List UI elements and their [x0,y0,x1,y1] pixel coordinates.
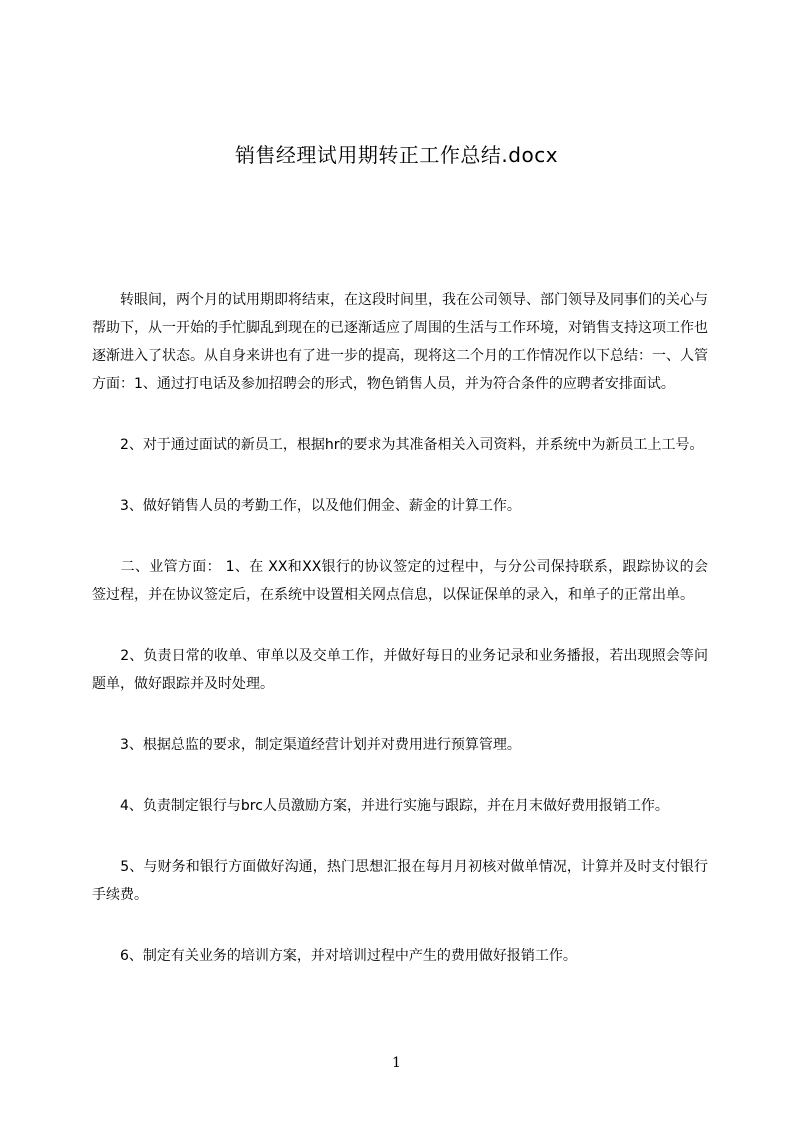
paragraph-item: 2、对于通过面试的新员工，根据hr的要求为其准备相关入司资料，并系统中为新员工上工号。 [92,437,704,453]
paragraph-intro: 转眼间，两个月的试用期即将结束，在这段时间里，我在公司领导、部门领导及同事们的关心与帮助下，从一开始的手忙脚乱到现在的已逐渐适应了周围的生活与工作环境，对销售支持这项工作也逐渐进入了状态。从自身来讲也有了进一步的提高，现将这二个月的工作情况作以下总结：一、人管方面：1、通过打电话及参加招聘会的形式，物色销售人员，并为符合条件的应聘者安排面试。 [92,292,708,392]
paragraph-item: 2、负责日常的收单、审单以及交单工作，并做好每日的业务记录和业务播报，若出现照会等问题单，做好跟踪并及时处理。 [92,648,708,692]
paragraph-item: 4、负责制定银行与brc人员激励方案，并进行实施与跟踪，并在月末做好费用报销工作。 [92,798,669,814]
paragraph-item: 6、制定有关业务的培训方案，并对培训过程中产生的费用做好报销工作。 [92,948,577,964]
paragraph-item: 3、根据总监的要求，制定渠道经营计划并对费用进行预算管理。 [92,737,521,753]
paragraph-item: 二、业管方面： 1、在 XX和XX银行的协议签定的过程中，与分公司保持联系，跟踪协议的会签过程，并在协议签定后，在系统中设置相关网点信息，以保证保单的录入，和单子的正常出单。 [92,559,708,603]
page-number: 1 [392,1055,401,1071]
paragraph-item: 5、与财务和银行方面做好沟通，热门思想汇报在每月月初核对做单情况，计算并及时支付银行手续费。 [92,859,708,903]
document-body [92,286,708,970]
paragraph-item: 3、做好销售人员的考勤工作，以及他们佣金、薪金的计算工作。 [92,498,521,514]
document-title: 销售经理试用期转正工作总结.docx [234,143,559,167]
